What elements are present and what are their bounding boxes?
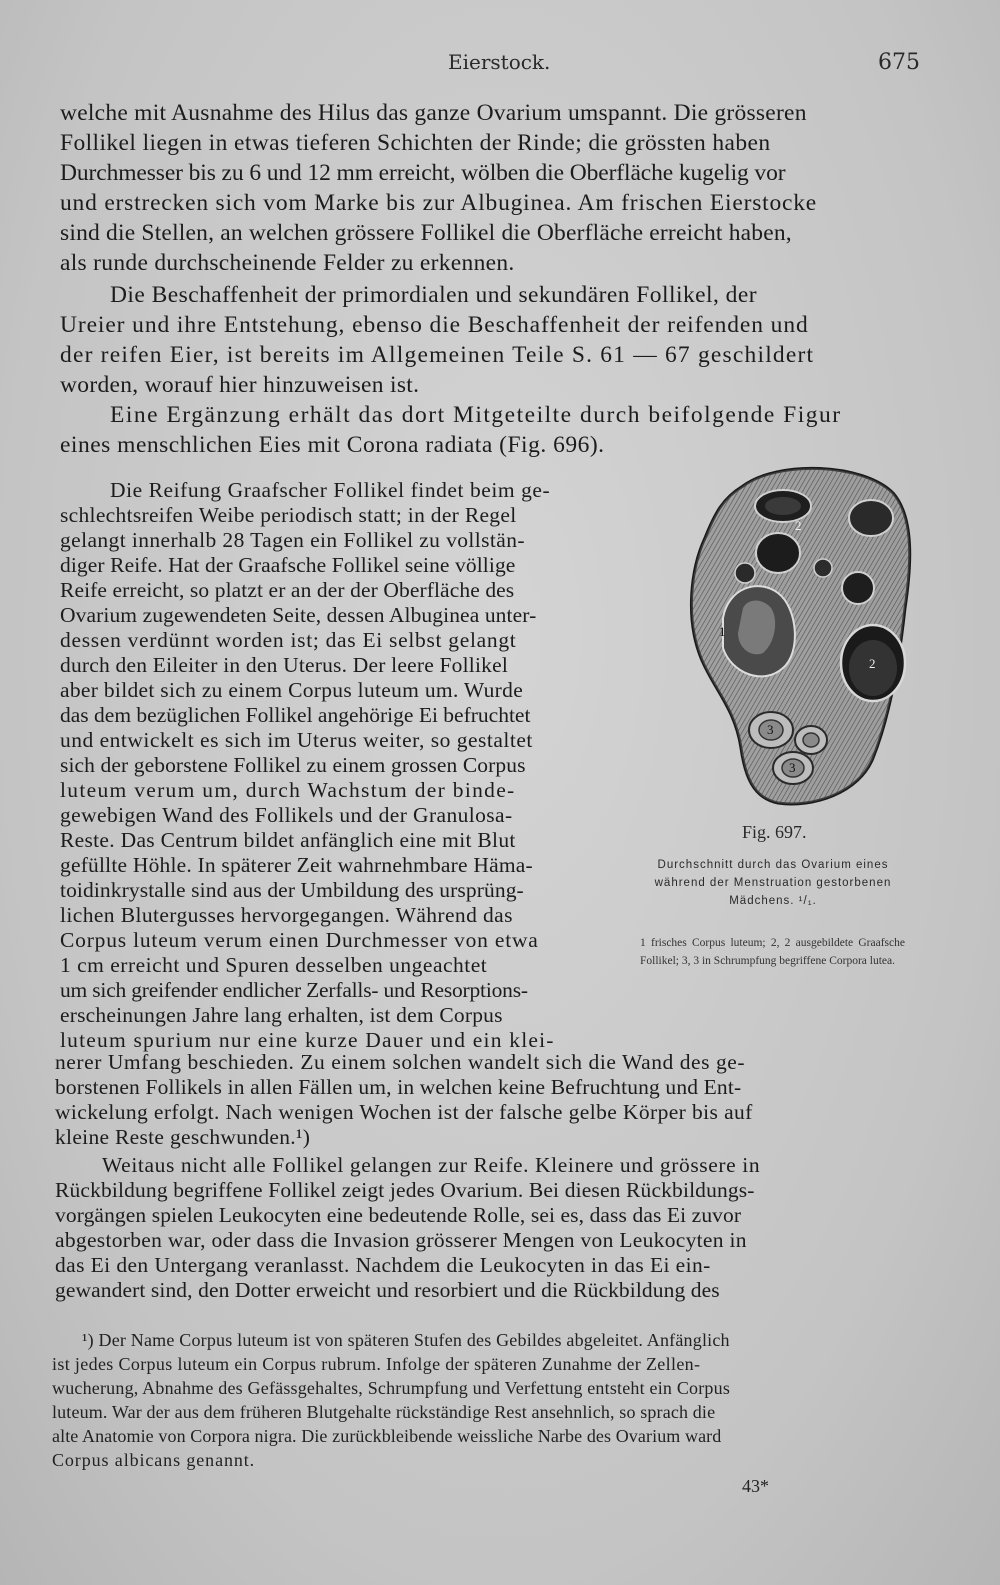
text-line: borstenen Follikels in allen Fällen um, in welchen keine Befruchtung und Ent- bbox=[55, 1075, 742, 1099]
text-line: worden, worauf hier hinzuweisen ist. bbox=[60, 372, 420, 398]
figure-caption: Durchschnitt durch das Ovarium eines während der Menstruation gestorbenen Mädchens. ¹/₁. bbox=[654, 859, 892, 907]
text-line: sind die Stellen, an welchen grössere Follikel die Oberfläche erreicht haben, bbox=[60, 220, 792, 246]
text-line: gewebigen Wand des Follikels und der Granulosa- bbox=[60, 803, 513, 827]
text-line: das dem bezüglichen Follikel angehörige Ei befruchtet bbox=[60, 703, 531, 727]
text-line: aber bildet sich zu einem Corpus luteum um. Wurde bbox=[60, 678, 524, 702]
follicle bbox=[735, 563, 755, 583]
marker-label: 2 bbox=[869, 656, 876, 671]
text-line: diger Reife. Hat der Graafsche Follikel seine völlige bbox=[60, 553, 516, 577]
text-line: eines menschlichen Eies mit Corona radiata (Fig. 696). bbox=[60, 432, 605, 458]
text-line: gefüllte Höhle. In späterer Zeit wahrnehmbare Häma- bbox=[60, 853, 533, 877]
text-line: Rückbildung begriffene Follikel zeigt jedes Ovarium. Bei diesen Rückbildungs- bbox=[55, 1178, 755, 1202]
text-line: durch den Eileiter in den Uterus. Der leere Follikel bbox=[60, 653, 509, 677]
text-line: das Ei den Untergang veranlasst. Nachdem die Leukocyten in das Ei ein- bbox=[55, 1253, 711, 1277]
ovary-cross-section-illustration bbox=[683, 458, 918, 828]
text-line: Die Reifung Graafscher Follikel findet beim ge- bbox=[110, 478, 551, 502]
footnote-line: ist jedes Corpus luteum ein Corpus rubrum. Infolge der späteren Zunahme der Zellen- bbox=[52, 1354, 701, 1374]
signature-mark: 43* bbox=[742, 1476, 769, 1496]
follicle bbox=[849, 500, 893, 536]
page-header bbox=[0, 50, 1000, 80]
marker-label: 2 bbox=[795, 518, 802, 533]
text-line: erscheinungen Jahre lang erhalten, ist dem Corpus bbox=[60, 1003, 503, 1027]
page-number: 675 bbox=[878, 50, 920, 75]
marker-label: 1 bbox=[719, 624, 726, 639]
text-line: gelangt innerhalb 28 Tagen ein Follikel zu vollstän- bbox=[60, 528, 525, 552]
text-line: sich der geborstene Follikel zu einem grossen Corpus bbox=[60, 753, 526, 777]
footnote-line: wucherung, Abnahme des Gefässgehaltes, Schrumpfung und Verfettung entsteht ein Corpus bbox=[52, 1378, 731, 1398]
text-line: Weitaus nicht alle Follikel gelangen zur Reife. Kleinere und grössere in bbox=[102, 1153, 761, 1177]
text-line: dessen verdünnt worden ist; das Ei selbst gelangt bbox=[60, 628, 517, 652]
text-line: Corpus luteum verum einen Durchmesser von etwa bbox=[60, 928, 539, 952]
text-line: abgestorben war, oder dass die Invasion grösserer Mengen von Leukocyten in bbox=[55, 1228, 747, 1252]
text-line: welche mit Ausnahme des Hilus das ganze Ovarium umspannt. Die grösseren bbox=[60, 100, 807, 126]
text-line: und erstrecken sich vom Marke bis zur Albuginea. Am frischen Eierstocke bbox=[60, 190, 818, 216]
text-line: um sich greifender endlicher Zerfalls- und Resorptions- bbox=[60, 978, 528, 1002]
footnote-line: ¹) Der Name Corpus luteum ist von späteren Stufen des Gebildes abgeleitet. Anfänglich bbox=[82, 1330, 730, 1350]
text-line: Follikel liegen in etwas tieferen Schichten der Rinde; die grössten haben bbox=[60, 130, 771, 156]
text-line: 1 cm erreicht und Spuren desselben ungeachtet bbox=[60, 953, 488, 977]
figure-label: Fig. 697. bbox=[742, 822, 807, 842]
figure-legend: 1 frisches Corpus luteum; 2, 2 ausgebildete Graafsche Follikel; 3, 3 in Schrumpfung begriffene Corpora lutea. bbox=[640, 937, 905, 967]
marker-label: 3 bbox=[767, 722, 774, 737]
text-line: vorgängen spielen Leukocyten eine bedeutende Rolle, sei es, dass das Ei zuvor bbox=[55, 1203, 742, 1227]
follicle bbox=[842, 572, 874, 604]
text-line: Ureier und ihre Entstehung, ebenso die Beschaffenheit der reifenden und bbox=[60, 312, 809, 338]
text-line: Reife erreicht, so platzt er an der der Oberfläche des bbox=[60, 578, 515, 602]
follicle bbox=[756, 533, 800, 573]
text-line: schlechtsreifen Weibe periodisch statt; in der Regel bbox=[60, 503, 517, 527]
text-line: gewandert sind, den Dotter erweicht und resorbiert und die Rückbildung des bbox=[55, 1278, 720, 1302]
footnote-line: alte Anatomie von Corpora nigra. Die zurückbleibende weissliche Narbe des Ovarium ward bbox=[52, 1426, 722, 1446]
running-title: Eierstock. bbox=[448, 50, 551, 74]
text-line: Die Beschaffenheit der primordialen und sekundären Follikel, der bbox=[110, 282, 758, 308]
text-line: luteum verum um, durch Wachstum der binde- bbox=[60, 778, 516, 802]
text-line: luteum spurium nur eine kurze Dauer und ein klei- bbox=[60, 1028, 555, 1052]
text-line: lichen Blutergusses hervorgegangen. Während das bbox=[60, 903, 513, 927]
text-line: Eine Ergänzung erhält das dort Mitgeteilte durch beifolgende Figur bbox=[110, 402, 842, 428]
text-line: der reifen Eier, ist bereits im Allgemeinen Teile S. 61 — 67 geschildert bbox=[60, 342, 815, 368]
text-line: kleine Reste geschwunden.¹) bbox=[55, 1125, 311, 1149]
text-line: Ovarium zugewendeten Seite, dessen Albuginea unter- bbox=[60, 603, 537, 627]
text-line: nerer Umfang beschieden. Zu einem solchen wandelt sich die Wand des ge- bbox=[55, 1050, 746, 1074]
ovary-engraving bbox=[683, 458, 918, 828]
text-line: toidinkrystalle sind aus der Umbildung des ursprüng- bbox=[60, 878, 524, 902]
text-line: und entwickelt es sich im Uterus weiter, so gestaltet bbox=[60, 728, 533, 752]
text-line: Reste. Das Centrum bildet anfänglich eine mit Blut bbox=[60, 828, 516, 852]
text-line: als runde durchscheinende Felder zu erkennen. bbox=[60, 250, 515, 276]
text-line: Durchmesser bis zu 6 und 12 mm erreicht, wölben die Oberfläche kugelig vor bbox=[60, 160, 786, 186]
footnote-line: luteum. War der aus dem früheren Blutgehalte rückständige Rest ansehnlich, so sprach die bbox=[52, 1402, 716, 1422]
text-line: wickelung erfolgt. Nach wenigen Wochen ist der falsche gelbe Körper bis auf bbox=[55, 1100, 753, 1124]
marker-label: 3 bbox=[789, 760, 796, 775]
footnote-line: Corpus albicans genannt. bbox=[52, 1450, 256, 1470]
